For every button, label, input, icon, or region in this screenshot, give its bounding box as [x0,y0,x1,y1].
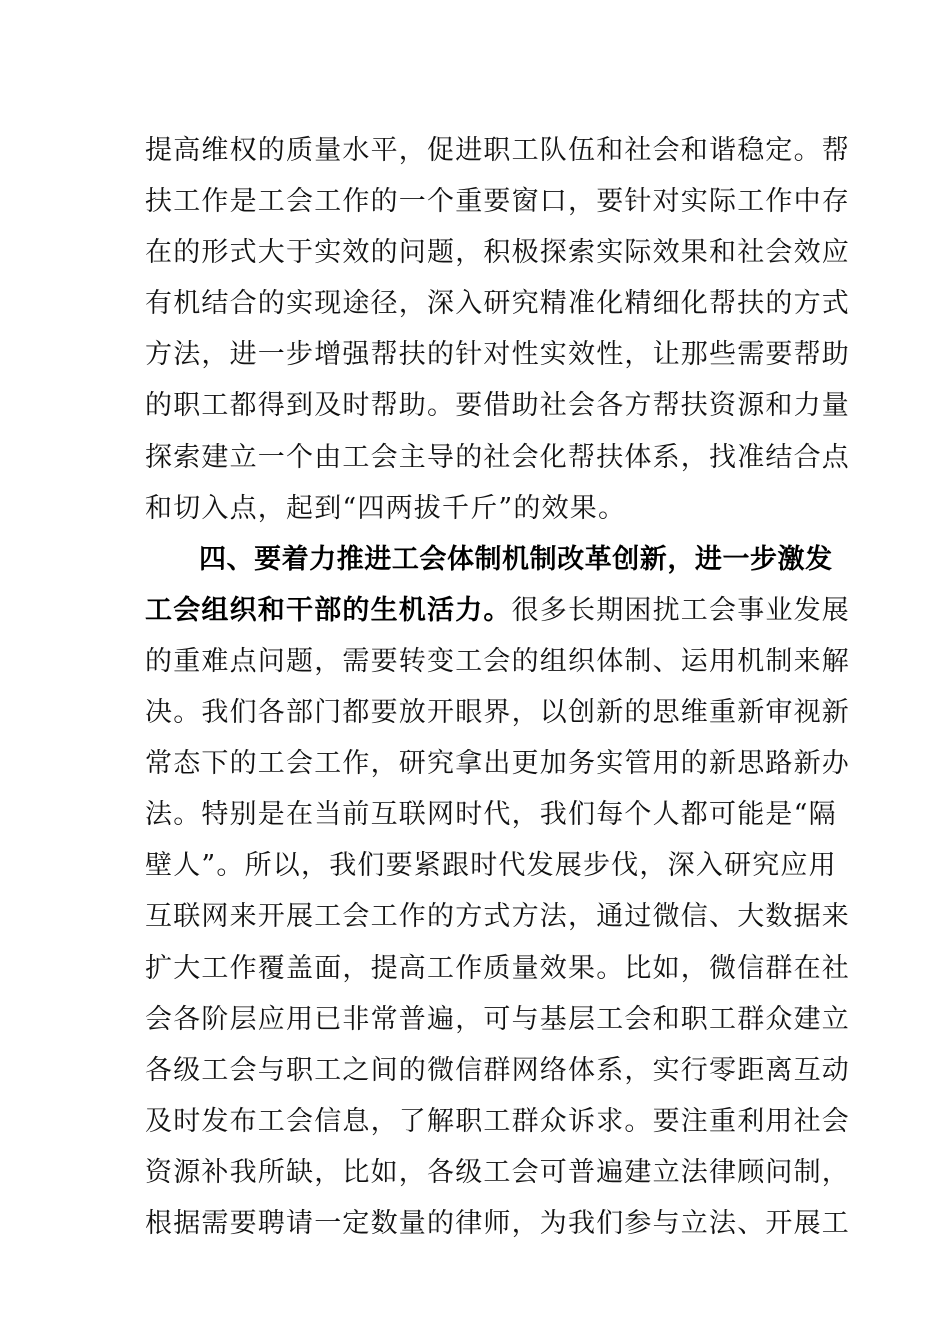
text-line [145,585,851,636]
text-line: 决。我们各部门都要放开眼界，以创新的思维重新审视新 [145,697,850,729]
text-line: 扩大工作覆盖面，提高工作质量效果。比如，微信群在社 [145,952,850,984]
text-line: 常态下的工会工作，研究拿出更加务实管用的新思路新办 [145,748,850,780]
document-body [145,125,851,1249]
text-line: 会各阶层应用已非常普遍，可与基层工会和职工群众建立 [145,1003,850,1035]
text-line: 根据需要聘请一定数量的律师，为我们参与立法、开展工 [145,1207,850,1239]
text-line: 和切入点，起到“四两拔千斤”的效果。 [145,492,627,524]
text-line: 壁人”。所以，我们要紧跟时代发展步伐，深入研究应用 [145,850,837,882]
paragraph-2 [145,534,851,1249]
text-line: 的职工都得到及时帮助。要借助社会各方帮扶资源和力量 [145,390,850,422]
text-line: 提高维权的质量水平，促进职工队伍和社会和谐稳定。帮 [145,135,850,166]
section-heading: 四、要着力推进工会体制机制改革创新，进一步激发 [199,543,833,575]
text-line: 扶工作是工会工作的一个重要窗口，要针对实际工作中存 [145,186,850,218]
text-line: 探索建立一个由工会主导的社会化帮扶体系，找准结合点 [145,441,850,473]
paragraph-1 [145,125,850,534]
text-line: 各级工会与职工之间的微信群网络体系，实行零距离互动 [145,1054,850,1086]
text-line-rest: 很多长期困扰工会事业发展 [511,594,851,626]
text-line: 的重难点问题，需要转变工会的组织体制、运用机制来解 [145,645,850,677]
text-line: 方法，进一步增强帮扶的针对性实效性，让那些需要帮助 [145,339,850,371]
text-line: 法。特别是在当前互联网时代，我们每个人都可能是“隔 [145,799,837,831]
text-line: 及时发布工会信息，了解职工群众诉求。要注重利用社会 [145,1105,850,1137]
section-heading-continuation: 工会组织和干部的生机活力。 [145,594,512,626]
text-line: 资源补我所缺，比如，各级工会可普遍建立法律顾问制， [145,1156,850,1188]
text-line: 在的形式大于实效的问题，积极探索实际效果和社会效应 [145,237,850,269]
text-line: 有机结合的实现途径，深入研究精准化精细化帮扶的方式 [145,288,850,320]
text-line: 互联网来开展工会工作的方式方法，通过微信、大数据来 [145,901,850,933]
